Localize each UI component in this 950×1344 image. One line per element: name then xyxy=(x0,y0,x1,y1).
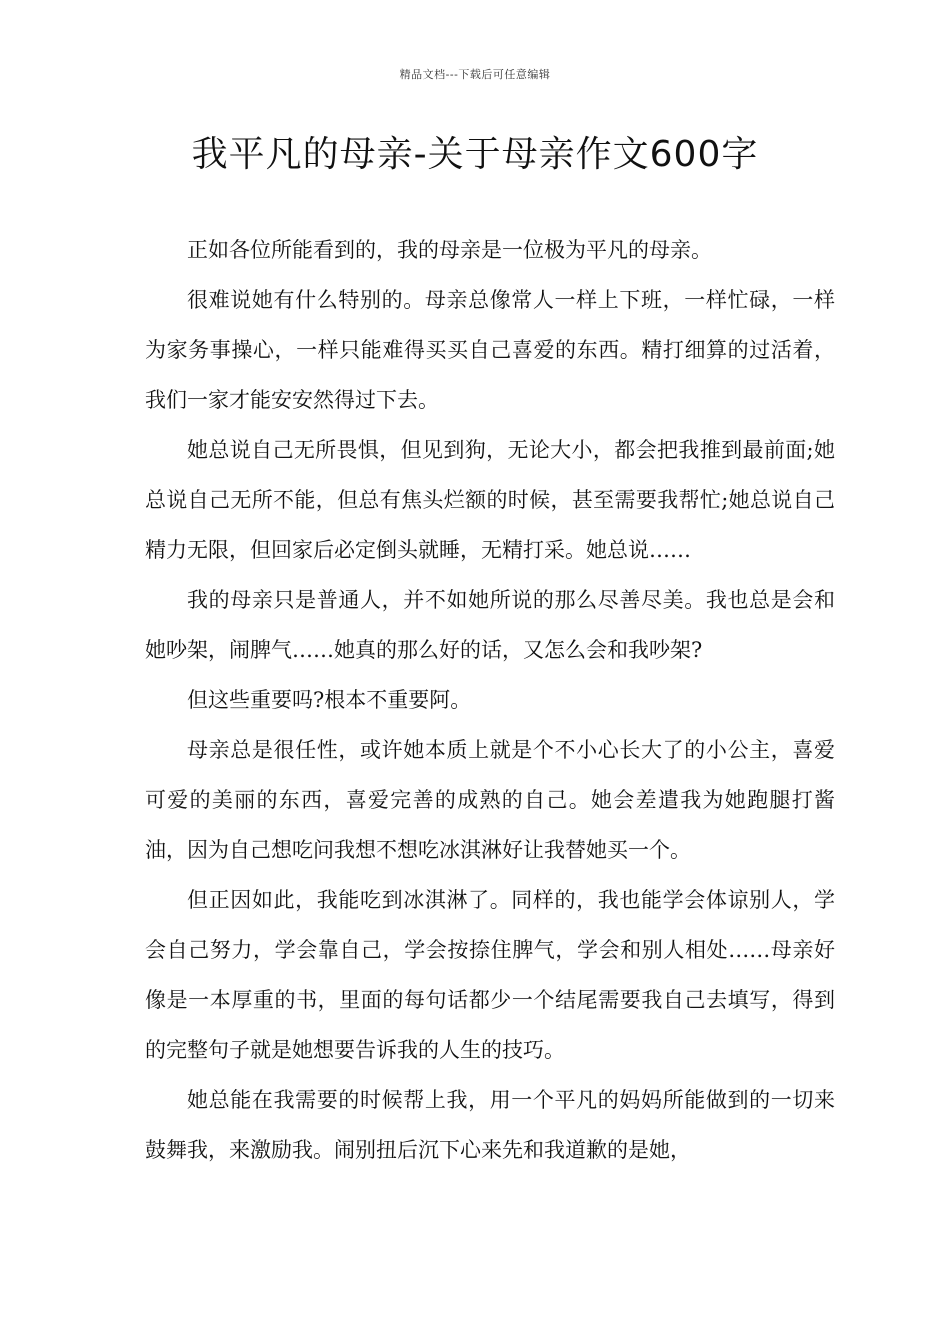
paragraph: 正如各位所能看到的，我的母亲是一位极为平凡的母亲。 xyxy=(187,238,712,262)
document-title: 我平凡的母亲-关于母亲作文600字 xyxy=(191,134,759,175)
paragraph: 但这些重要吗?根本不重要阿。 xyxy=(187,688,472,712)
paragraph: 我的母亲只是普通人，并不如她所说的那么尽善尽美。我也总是会和她吵架，闹脾气……她真的那么好的话，又怎么会和我吵架? xyxy=(145,588,835,662)
paragraph: 母亲总是很任性，或许她本质上就是个不小心长大了的小公主，喜爱可爱的美丽的东西，喜爱完善的成熟的自己。她会差遣我为她跑腿打酱油，因为自己想吃问我想不想吃冰淇淋好让我替她买一个。 xyxy=(145,738,835,862)
paragraph: 很难说她有什么特别的。母亲总像常人一样上下班，一样忙碌，一样为家务事操心，一样只能难得买买自己喜爱的东西。精打细算的过活着，我们一家才能安安然得过下去。 xyxy=(145,288,835,412)
page-header: 精品文档---下载后可任意编辑 xyxy=(399,68,551,81)
paragraph: 她总能在我需要的时候帮上我，用一个平凡的妈妈所能做到的一切来鼓舞我，来激励我。闹别扭后沉下心来先和我道歉的是她， xyxy=(145,1088,835,1162)
paragraph: 但正因如此，我能吃到冰淇淋了。同样的，我也能学会体谅别人，学会自己努力，学会靠自己，学会按捺住脾气，学会和别人相处……母亲好像是一本厚重的书，里面的每句话都少一个结尾需要我自己去填写，得到的完整句子就是她想要告诉我的人生的技巧。 xyxy=(145,888,835,1062)
document-body xyxy=(145,225,835,1175)
paragraph: 她总说自己无所畏惧，但见到狗，无论大小，都会把我推到最前面;她总说自己无所不能，但总有焦头烂额的时候，甚至需要我帮忙;她总说自己精力无限，但回家后必定倒头就睡，无精打采。她总说…… xyxy=(145,438,835,562)
